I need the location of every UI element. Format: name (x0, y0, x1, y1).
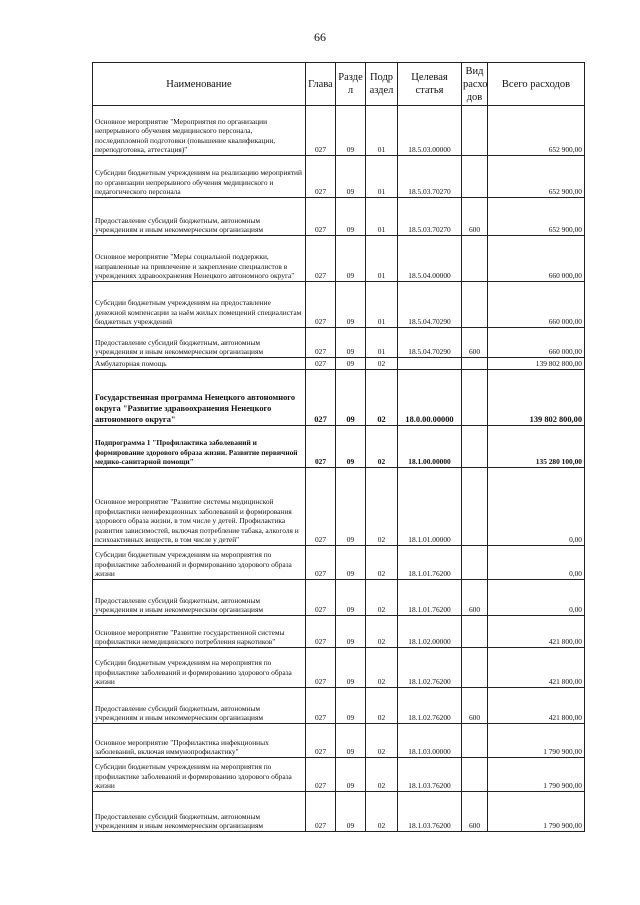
row-section: 09 (336, 236, 366, 282)
row-name: Амбулаторная помощь (93, 358, 306, 370)
row-chapter: 027 (306, 616, 336, 648)
row-subsection: 01 (366, 156, 398, 198)
row-target: 18.5.04.70290 (398, 282, 462, 328)
row-expense-type (462, 156, 488, 198)
row-subsection: 02 (366, 546, 398, 580)
row-name: Предоставление субсидий бюджетным, автономным учреждениям и иным некоммерческим организациям (93, 688, 306, 724)
row-expense-type (462, 426, 488, 468)
row-name: Основное мероприятие "Развитие государственной системы профилактики немедицинского потребления наркотиков" (93, 616, 306, 648)
row-name: Субсидии бюджетным учреждениям на реализацию мероприятий по организации непрерывного обучения медицинского и педагогического персонала (93, 156, 306, 198)
table-row (93, 546, 585, 580)
row-total: 652 900,00 (488, 106, 585, 156)
table-row (93, 724, 585, 758)
row-section: 09 (336, 468, 366, 546)
header-chapter: Глава (306, 63, 336, 106)
table-row (93, 370, 585, 426)
row-total: 1 790 900,00 (488, 758, 585, 792)
row-total: 660 000,00 (488, 328, 585, 358)
row-subsection: 02 (366, 468, 398, 546)
row-subsection: 02 (366, 648, 398, 688)
table-row (93, 792, 585, 832)
budget-table (92, 62, 585, 832)
table-row (93, 758, 585, 792)
row-subsection: 02 (366, 426, 398, 468)
row-expense-type (462, 758, 488, 792)
row-chapter: 027 (306, 468, 336, 546)
row-section: 09 (336, 282, 366, 328)
row-subsection: 02 (366, 370, 398, 426)
table-row (93, 358, 585, 370)
row-target: 18.5.04.00000 (398, 236, 462, 282)
table-row (93, 156, 585, 198)
row-subsection: 01 (366, 328, 398, 358)
row-total: 1 790 900,00 (488, 724, 585, 758)
row-name: Субсидии бюджетным учреждениям на предоставление денежной компенсации за наём жилых помещений специалистам бюджетных учреждений (93, 282, 306, 328)
row-expense-type (462, 724, 488, 758)
row-expense-type (462, 616, 488, 648)
row-section: 09 (336, 328, 366, 358)
table-row (93, 236, 585, 282)
row-name: Предоставление субсидий бюджетным, автономным учреждениям и иным некоммерческим организациям (93, 792, 306, 832)
row-chapter: 027 (306, 792, 336, 832)
row-total: 652 900,00 (488, 156, 585, 198)
row-subsection: 01 (366, 282, 398, 328)
row-total: 1 790 900,00 (488, 792, 585, 832)
row-subsection: 01 (366, 236, 398, 282)
row-total: 139 802 800,00 (488, 358, 585, 370)
header-target: Целевая статья (398, 63, 462, 106)
table-row (93, 616, 585, 648)
row-section: 09 (336, 358, 366, 370)
row-chapter: 027 (306, 156, 336, 198)
table-row (93, 282, 585, 328)
row-name: Субсидии бюджетным учреждениям на мероприятия по профилактике заболеваний и формированию здорового образа жизни (93, 758, 306, 792)
row-chapter: 027 (306, 236, 336, 282)
row-target: 18.5.03.00000 (398, 106, 462, 156)
row-name: Субсидии бюджетным учреждениям на мероприятия по профилактике заболеваний и формированию здорового образа жизни (93, 546, 306, 580)
row-subsection: 02 (366, 792, 398, 832)
row-expense-type: 600 (462, 580, 488, 616)
table-row (93, 468, 585, 546)
table-row (93, 328, 585, 358)
row-section: 09 (336, 580, 366, 616)
row-section: 09 (336, 426, 366, 468)
row-expense-type: 600 (462, 328, 488, 358)
row-expense-type (462, 546, 488, 580)
row-name: Предоставление субсидий бюджетным, автономным учреждениям и иным некоммерческим организациям (93, 328, 306, 358)
row-name: Предоставление субсидий бюджетным, автономным учреждениям и иным некоммерческим организациям (93, 580, 306, 616)
row-total: 660 000,00 (488, 282, 585, 328)
row-expense-type (462, 468, 488, 546)
row-name: Основное мероприятие "Меры социальной поддержки, направленные на привлечение и закрепление специалистов в учреждениях здравоохранения Ненецкого автономного округа" (93, 236, 306, 282)
row-target: 18.1.03.00000 (398, 724, 462, 758)
row-target: 18.1.01.76200 (398, 580, 462, 616)
row-section: 09 (336, 758, 366, 792)
row-chapter: 027 (306, 282, 336, 328)
row-chapter: 027 (306, 580, 336, 616)
row-subsection: 02 (366, 616, 398, 648)
row-target: 18.1.00.00000 (398, 426, 462, 468)
row-target: 18.1.03.76200 (398, 758, 462, 792)
header-subsection: Подр аздел (366, 63, 398, 106)
row-chapter: 027 (306, 358, 336, 370)
row-target: 18.1.02.76200 (398, 648, 462, 688)
row-target: 18.5.03.70270 (398, 156, 462, 198)
row-total: 660 000,00 (488, 236, 585, 282)
row-total: 421 800,00 (488, 688, 585, 724)
row-expense-type (462, 648, 488, 688)
row-section: 09 (336, 546, 366, 580)
row-target: 18.1.02.00000 (398, 616, 462, 648)
row-target: 18.1.03.76200 (398, 792, 462, 832)
row-name: Субсидии бюджетным учреждениям на мероприятия по профилактике заболеваний и формированию здорового образа жизни (93, 648, 306, 688)
row-expense-type (462, 358, 488, 370)
row-subsection: 01 (366, 198, 398, 236)
row-total: 0,00 (488, 468, 585, 546)
row-total: 0,00 (488, 546, 585, 580)
row-expense-type: 600 (462, 688, 488, 724)
row-chapter: 027 (306, 370, 336, 426)
row-total: 139 802 800,00 (488, 370, 585, 426)
row-expense-type: 600 (462, 198, 488, 236)
row-expense-type (462, 106, 488, 156)
row-name: Основное мероприятие "Мероприятия по организации непрерывного обучения медицинского персонала, последипломной подготовки (повышение квалификации, переподготовка, аттестация)" (93, 106, 306, 156)
table-row (93, 426, 585, 468)
row-target: 18.1.02.76200 (398, 688, 462, 724)
row-section: 09 (336, 106, 366, 156)
row-section: 09 (336, 198, 366, 236)
row-chapter: 027 (306, 106, 336, 156)
row-total: 652 900,00 (488, 198, 585, 236)
header-row (93, 63, 585, 106)
row-target: 18.5.04.70290 (398, 328, 462, 358)
row-section: 09 (336, 792, 366, 832)
row-total: 421 800,00 (488, 616, 585, 648)
table-row (93, 198, 585, 236)
row-chapter: 027 (306, 688, 336, 724)
row-target: 18.1.01.00000 (398, 468, 462, 546)
row-target (398, 358, 462, 370)
row-name: Основное мероприятие "Профилактика инфекционных заболеваний, включая иммунопрофилактику" (93, 724, 306, 758)
row-target: 18.0.00.00000 (398, 370, 462, 426)
header-name: Наименование (93, 63, 306, 106)
header-expense-type: Вид расхо дов (462, 63, 488, 106)
row-subsection: 02 (366, 724, 398, 758)
row-name: Государственная программа Ненецкого автономного округа "Развитие здравоохранения Ненецкого автономного округа" (93, 370, 306, 426)
page-number: 66 (314, 30, 326, 44)
table-row (93, 106, 585, 156)
row-total: 421 800,00 (488, 648, 585, 688)
header-total: Всего расходов (488, 63, 585, 106)
row-name: Основное мероприятие "Развитие системы медицинской профилактики неинфекционных заболеваний и формирования здорового образа жизни, в том числе у детей. Профилактика развития зависимостей, включая потребление табака, алкоголя и психоактивных веществ, в том числе у детей" (93, 468, 306, 546)
row-expense-type (462, 370, 488, 426)
row-expense-type (462, 236, 488, 282)
row-expense-type: 600 (462, 792, 488, 832)
row-section: 09 (336, 156, 366, 198)
row-subsection: 02 (366, 688, 398, 724)
row-target: 18.5.03.70270 (398, 198, 462, 236)
row-subsection: 02 (366, 358, 398, 370)
row-chapter: 027 (306, 198, 336, 236)
row-name: Подпрограмма 1 "Профилактика заболеваний и формирование здорового образа жизни. Развитие первичной медико-санитарной помощи" (93, 426, 306, 468)
row-section: 09 (336, 370, 366, 426)
row-chapter: 027 (306, 426, 336, 468)
row-name: Предоставление субсидий бюджетным, автономным учреждениям и иным некоммерческим организациям (93, 198, 306, 236)
row-total: 135 280 100,00 (488, 426, 585, 468)
row-section: 09 (336, 724, 366, 758)
table-row (93, 648, 585, 688)
row-chapter: 027 (306, 546, 336, 580)
row-total: 0,00 (488, 580, 585, 616)
row-chapter: 027 (306, 648, 336, 688)
row-subsection: 02 (366, 580, 398, 616)
row-target: 18.1.01.76200 (398, 546, 462, 580)
row-section: 09 (336, 648, 366, 688)
row-section: 09 (336, 688, 366, 724)
row-chapter: 027 (306, 758, 336, 792)
table-row (93, 688, 585, 724)
row-section: 09 (336, 616, 366, 648)
row-subsection: 01 (366, 106, 398, 156)
table-row (93, 580, 585, 616)
row-expense-type (462, 282, 488, 328)
row-subsection: 02 (366, 758, 398, 792)
header-section: Разде л (336, 63, 366, 106)
row-chapter: 027 (306, 328, 336, 358)
row-chapter: 027 (306, 724, 336, 758)
